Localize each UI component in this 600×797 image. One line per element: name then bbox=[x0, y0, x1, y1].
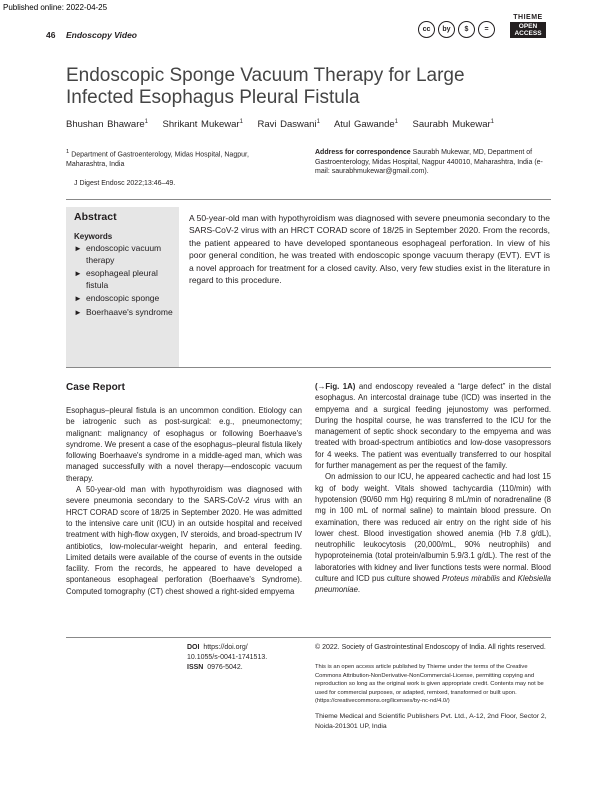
thieme-logo bbox=[510, 14, 546, 38]
keywords-heading: Keywords bbox=[74, 232, 113, 241]
species-name: Klebsiella pneumoniae bbox=[315, 574, 552, 595]
divider bbox=[66, 637, 551, 638]
keyword-text: endoscopic vacuum therapy bbox=[86, 243, 162, 265]
journal-reference: J Digest Endosc 2022;13:46–49. bbox=[74, 180, 176, 187]
abstract-heading: Abstract bbox=[74, 211, 117, 223]
affiliation-text: Department of Gastroenterology, Midas Hospital, Nagpur, Maharashtra, India bbox=[66, 151, 249, 168]
keyword-list bbox=[74, 243, 174, 320]
right-column bbox=[315, 381, 551, 596]
keyword-item bbox=[74, 293, 174, 305]
nd-icon: = bbox=[478, 21, 495, 38]
author-list bbox=[66, 119, 494, 130]
doi-block bbox=[187, 643, 297, 672]
doi-label: DOI bbox=[187, 644, 200, 651]
open-access-line2: ACCESS bbox=[514, 30, 542, 37]
cc-icon: cc bbox=[418, 21, 435, 38]
nc-icon: $ bbox=[458, 21, 475, 38]
paragraph: A 50-year-old man with hypothyroidism was diagnosed with severe pneumonia secondary to the SARS-CoV-2 virus with an HRCT CORAD score of 18/25 in September 2020. He was admitted to the intensive care unit (ICU) in an outside hospital and received treatment with high-flow oxygen, IV steroids, and broad-spectrum IV antibiotics, low-molecular-weight heparin, and enteral feeding. Limited details were available of the course of events in the outside facility. From the records, he appeared to have developed a spontaneous esophageal perforation (Boerhaave's Syndrome). Computed tomography (CT) chest showed a right-sided empyema bbox=[66, 485, 302, 596]
published-online-date: Published online: 2022-04-25 bbox=[3, 3, 108, 12]
species-name: Proteus mirabilis bbox=[442, 574, 500, 584]
author: Saurabh Mukewar bbox=[412, 119, 491, 131]
author: Bhushan Bhaware bbox=[66, 119, 145, 131]
paragraph bbox=[315, 471, 551, 595]
doi-value[interactable]: 10.1055/s-0041-1741513. bbox=[187, 653, 268, 661]
doi-link[interactable]: https://doi.org/ bbox=[203, 644, 248, 651]
arrow-right-icon: ► bbox=[74, 307, 82, 317]
case-report-heading: Case Report bbox=[66, 382, 125, 393]
author-affil-sup: 1 bbox=[316, 119, 320, 125]
paragraph-text: and endoscopy revealed a “large defect” in the distal esophagus. An intercostal drainage tube (ICD) was inserted in the empyema and a surgical feeding jejunostomy was performed. During the hospital course, he was transferred to the ICU for the management of septic shock secondary to the empyema and was treated with broad-spectrum antibiotics and low-dose vasopressors for 4 weeks. The patient was eventually transferred to our hospital for further management as per the request of the family. bbox=[315, 382, 552, 471]
paragraph bbox=[315, 381, 551, 471]
divider bbox=[66, 367, 551, 368]
copyright: © 2022. Society of Gastrointestinal Endoscopy of India. All rights reserved. bbox=[315, 644, 546, 651]
arrow-right-icon: ► bbox=[74, 244, 82, 253]
paragraph-text: . bbox=[357, 585, 361, 595]
affiliation bbox=[66, 148, 286, 169]
open-access-badge bbox=[510, 22, 546, 38]
correspondence bbox=[315, 148, 550, 177]
license-text: This is an open access article published by Thieme under the terms of the Creative Commons Attribution-NonDerivative-NonCommercial-License, permitting copying and reproduction so long as the original work is given appropriate credit. Contents may not be used for commercial purposes, or adapted, remixed, transformed or built upon. (https://creativecommons.org/licenses/by-nc-nd/4.0/) bbox=[315, 664, 544, 705]
keyword-text: Boerhaave's syndrome bbox=[86, 306, 173, 317]
correspondence-text: Saurabh Mukewar, MD, Department of Gastroenterology, Midas Hospital, Nagpur 440010, Maharashtra, India (e-mail: saurabhmukewar@gmail.com). bbox=[315, 149, 543, 175]
by-icon: by bbox=[438, 21, 455, 38]
issn-label: ISSN bbox=[187, 663, 204, 671]
divider bbox=[66, 199, 551, 200]
keyword-item bbox=[74, 268, 174, 291]
publisher-info: Thieme Medical and Scientific Publishers Pvt. Ltd., A-12, 2nd Floor, Sector 2, Noida-201301 UP, India bbox=[315, 713, 547, 730]
figure-link[interactable]: (→Fig. 1A) bbox=[315, 382, 356, 391]
author-affil-sup: 1 bbox=[394, 119, 398, 125]
paragraph-text: On admission to our ICU, he appeared cachectic and had lost 15 kg of body weight. Vitals showed tachycardia (110/min) with hypotension (90/60 mm Hg) requiring 8 mL/min of noradrenaline (8 mg in 100 mL of normal saline) to maintain blood pressure. On examination, there was reduced air entry on the right side of his lower chest. Blood investigation showed anemia (Hb 7.8 g/dL), neutrophilic leukocytosis (20,000/mL, 90% neutrophils) and hypoproteinemia (total protein/albumin 5.9/3.1 g/dL). The rest of the laboratories with kidney and liver functions tests were normal. Blood culture and ICD pus culture showed bbox=[315, 472, 551, 584]
author: Atul Gawande bbox=[333, 119, 395, 131]
keyword-item bbox=[74, 243, 174, 266]
paragraph-text: and bbox=[499, 574, 518, 584]
affiliation-sup: 1 bbox=[66, 149, 70, 155]
keyword-text: endoscopic sponge bbox=[86, 293, 160, 303]
author-affil-sup: 1 bbox=[239, 119, 243, 125]
author-affil-sup: 1 bbox=[144, 119, 148, 125]
keyword-item bbox=[74, 307, 174, 319]
issn-value: 0976-5042. bbox=[207, 663, 243, 671]
thieme-name: THIEME bbox=[513, 14, 543, 21]
arrow-right-icon: ► bbox=[74, 269, 82, 278]
correspondence-label: Address for correspondence bbox=[315, 149, 411, 156]
page-number: 46 bbox=[46, 30, 56, 40]
author: Ravi Daswani bbox=[257, 119, 317, 131]
author-affil-sup: 1 bbox=[490, 119, 494, 125]
keyword-text: esophageal pleural fistula bbox=[86, 268, 158, 290]
license-icons bbox=[418, 21, 495, 38]
paragraph: Esophagus–pleural fistula is an uncommon condition. Etiology can be iatrogenic such as post-surgical: e.g., pneumonectomy; malignant: malignancy of esophagus or following Boerhaave's syndrome. We present a case of the esophagus–pleural fistula likely following Boerhaave's syndrome in a middle-aged man, which was managed successfully with a novel therapy—endoscopic vacuum therapy. bbox=[66, 406, 302, 483]
open-access-line1: OPEN bbox=[518, 23, 538, 30]
author: Shrikant Mukewar bbox=[162, 119, 240, 131]
abstract-text: A 50-year-old man with hypothyroidism was diagnosed with severe pneumonia secondary to the SARS-CoV-2 virus with an HRCT CORAD score of 18/25 in September 2020. From the records, the patient appeared to have developed spontaneous esophageal perforation. In view of his poor general condition, he was treated with endoscopic sponge vacuum therapy (EVT). EVT is a novel approach for treatment for a closed cavity. Also, very few studies exist in the literature in regard to this procedure. bbox=[189, 213, 550, 286]
left-column bbox=[66, 405, 302, 597]
article-title: Endoscopic Sponge Vacuum Therapy for Large Infected Esophagus Pleural Fistula bbox=[66, 65, 465, 108]
section-label: Endoscopy Video bbox=[66, 30, 138, 40]
arrow-right-icon: ► bbox=[74, 294, 82, 303]
